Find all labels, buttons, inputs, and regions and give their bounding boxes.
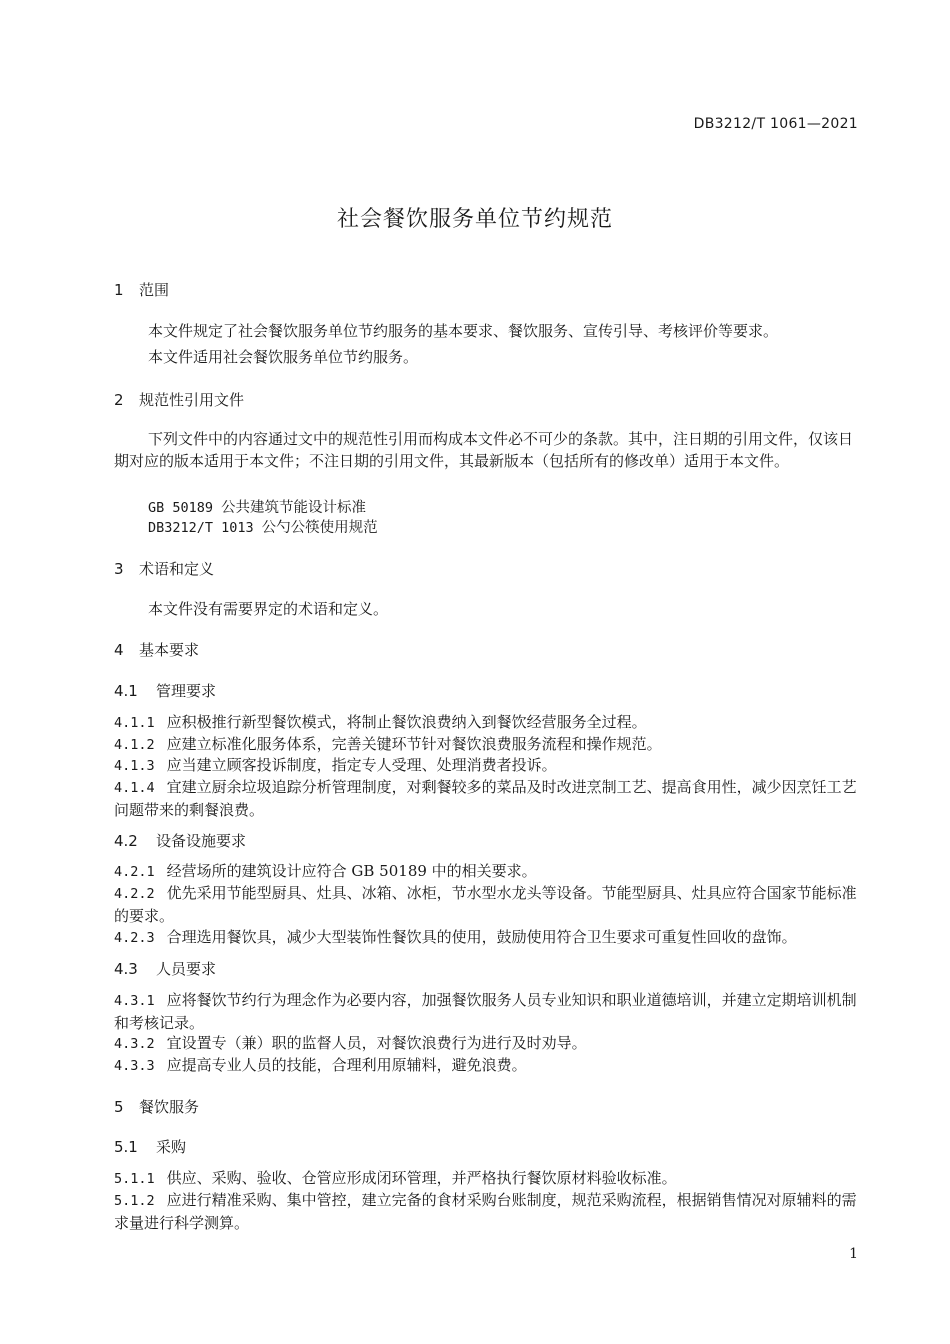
clause-text: 应积极推行新型餐饮模式，将制止餐饮浪费纳入到餐饮经营服务全过程。	[166, 713, 647, 731]
clause-item	[114, 733, 860, 756]
clause-number: 4.3.2	[114, 1036, 155, 1052]
clause-item	[114, 882, 860, 927]
clause-number: 4.3.1	[114, 993, 155, 1009]
page-number: 1	[849, 1246, 858, 1262]
section-1-heading	[114, 279, 169, 300]
clause-text: 合理选用餐饮具，减少大型装饰性餐饮具的使用，鼓励使用符合卫生要求可重复性回收的盘饰。	[166, 928, 797, 946]
subsection-number: 5.1	[114, 1138, 138, 1156]
section-number: 5	[114, 1098, 124, 1116]
clause-number: 4.2.1	[114, 864, 155, 880]
paragraph: 下列文件中的内容通过文中的规范性引用而构成本文件必不可少的条款。其中，注日期的引用文件，仅该日期对应的版本适用于本文件；不注日期的引用文件，其最新版本（包括所有的修改单）适用于本文件。	[114, 430, 854, 470]
clause-text: 经营场所的建筑设计应符合 GB 50189 中的相关要求。	[166, 862, 537, 880]
clause-item	[114, 926, 860, 949]
section-5-heading	[114, 1096, 199, 1117]
clause-item	[114, 989, 860, 1034]
clause-text: 应当建立顾客投诉制度，指定专人受理、处理消费者投诉。	[166, 756, 557, 774]
subsection-title: 管理要求	[156, 682, 217, 700]
clause-text: 应建立标准化服务体系，完善关键环节针对餐饮浪费服务流程和操作规范。	[166, 735, 662, 753]
clause-number: 4.3.3	[114, 1058, 155, 1074]
clause-number: 4.1.3	[114, 758, 155, 774]
subsection-5-1-heading	[114, 1136, 186, 1157]
clause-number: 4.1.2	[114, 737, 155, 753]
clause-number: 5.1.1	[114, 1171, 155, 1187]
clause-text: 宜建立厨余垃圾追踪分析管理制度，对剩餐较多的菜品及时改进烹制工艺、提高食用性，减少因烹饪工艺问题带来的剩餐浪费。	[114, 778, 857, 819]
clause-number: 4.2.2	[114, 886, 155, 902]
clause-item	[114, 1189, 860, 1234]
reference-name: 公勺公筷使用规范	[261, 520, 378, 536]
reference-name: 公共建筑节能设计标准	[221, 500, 367, 516]
section-title: 范围	[139, 281, 170, 299]
clause-text: 宜设置专（兼）职的监督人员，对餐饮浪费行为进行及时劝导。	[166, 1034, 587, 1052]
clause-number: 5.1.2	[114, 1193, 155, 1209]
clause-text: 应进行精准采购、集中管控，建立完备的食材采购台账制度，规范采购流程，根据销售情况对原辅料的需求量进行科学测算。	[114, 1191, 857, 1232]
subsection-4-3-heading	[114, 958, 216, 979]
document-title: 社会餐饮服务单位节约规范	[336, 207, 613, 232]
reference-item	[148, 496, 366, 517]
paragraph: 本文件适用社会餐饮服务单位节约服务。	[148, 348, 419, 366]
clause-number: 4.2.3	[114, 930, 155, 946]
paragraph: 本文件规定了社会餐饮服务单位节约服务的基本要求、餐饮服务、宣传引导、考核评价等要求。	[148, 322, 779, 340]
clause-text: 供应、采购、验收、仓管应形成闭环管理，并严格执行餐饮原材料验收标准。	[166, 1169, 677, 1187]
clause-item	[114, 1054, 860, 1077]
clause-item	[114, 1167, 860, 1190]
standard-code: DB3212/T 1061—2021	[693, 116, 858, 132]
clause-item	[114, 1032, 860, 1055]
subsection-title: 人员要求	[156, 960, 217, 978]
section-number: 4	[114, 641, 124, 659]
clause-number: 4.1.1	[114, 715, 155, 731]
section-number: 3	[114, 560, 124, 578]
section-3-heading	[114, 558, 214, 579]
clause-item	[114, 711, 860, 734]
paragraph: 本文件没有需要界定的术语和定义。	[148, 600, 389, 618]
reference-code: GB 50189	[148, 500, 214, 516]
reference-code: DB3212/T 1013	[148, 520, 254, 536]
subsection-4-1-heading	[114, 680, 216, 701]
clause-number: 4.1.4	[114, 780, 155, 796]
section-title: 基本要求	[139, 641, 200, 659]
reference-item	[148, 516, 378, 537]
subsection-4-2-heading	[114, 830, 246, 851]
clause-item	[114, 776, 860, 821]
subsection-number: 4.3	[114, 960, 138, 978]
clause-item	[114, 754, 860, 777]
clause-text: 应将餐饮节约行为理念作为必要内容，加强餐饮服务人员专业知识和职业道德培训，并建立定期培训机制和考核记录。	[114, 991, 857, 1032]
subsection-number: 4.2	[114, 832, 138, 850]
section-title: 规范性引用文件	[139, 391, 245, 409]
clause-text: 优先采用节能型厨具、灶具、冰箱、冰柜，节水型水龙头等设备。节能型厨具、灶具应符合国家节能标准的要求。	[114, 884, 857, 925]
section-number: 1	[114, 281, 124, 299]
section-4-heading	[114, 639, 199, 660]
clause-item	[114, 860, 860, 883]
section-title: 术语和定义	[139, 560, 215, 578]
subsection-number: 4.1	[114, 682, 138, 700]
subsection-title: 采购	[156, 1138, 187, 1156]
subsection-title: 设备设施要求	[156, 832, 247, 850]
section-title: 餐饮服务	[139, 1098, 200, 1116]
section-number: 2	[114, 391, 124, 409]
clause-text: 应提高专业人员的技能，合理利用原辅料，避免浪费。	[166, 1056, 527, 1074]
section-2-heading	[114, 389, 244, 410]
